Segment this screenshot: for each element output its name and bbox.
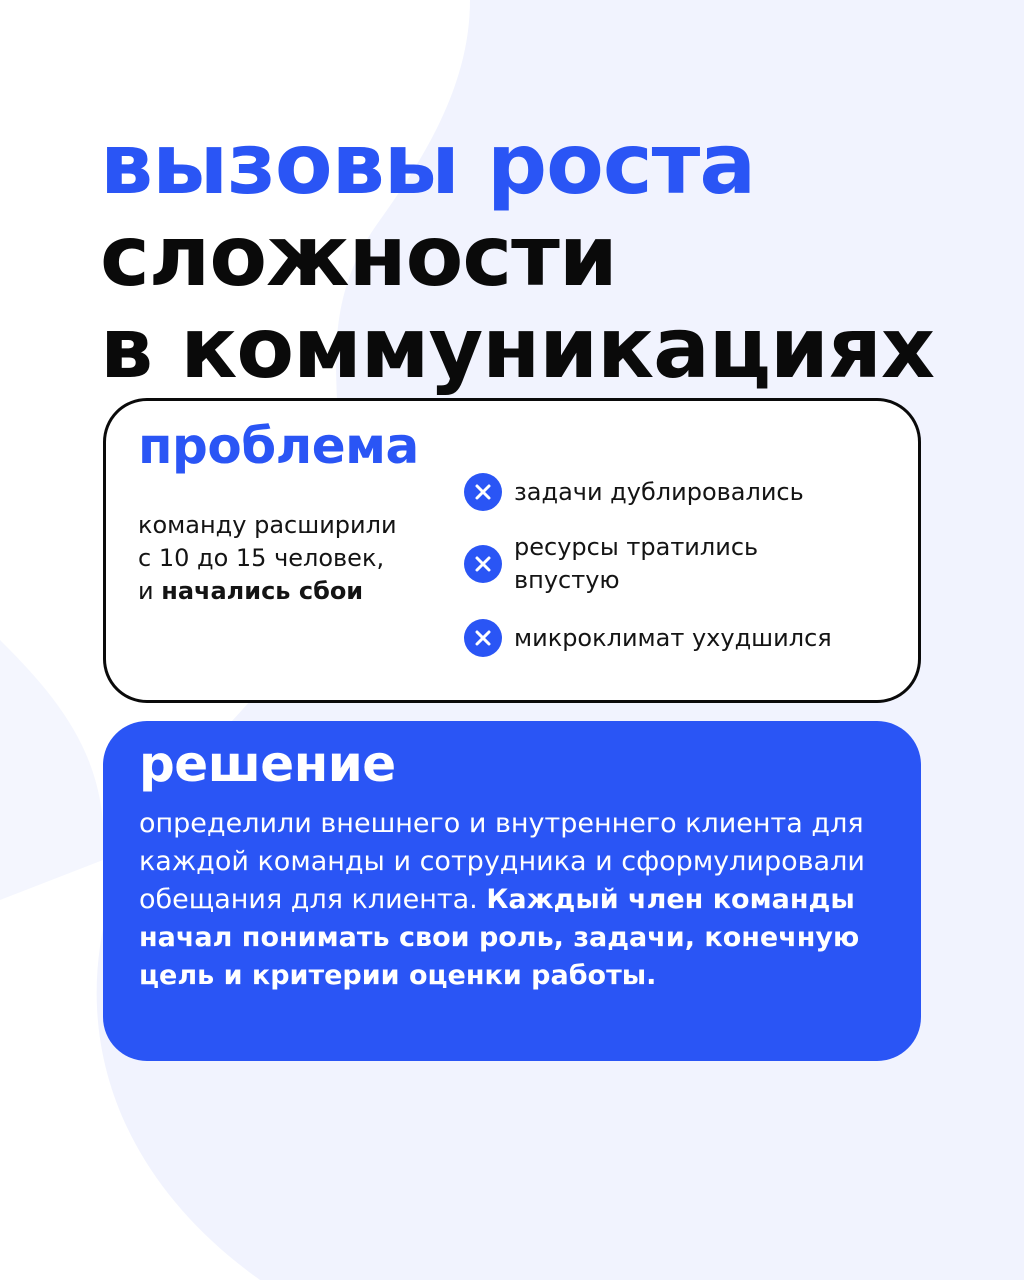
problem-text-line-3-prefix: и	[138, 577, 162, 605]
problem-item	[464, 531, 874, 597]
problem-item	[464, 619, 874, 657]
problem-item-label: микроклимат ухудшился	[514, 623, 832, 652]
problem-text-line-3-bold: начались сбои	[161, 577, 364, 605]
problem-title: проблема	[138, 417, 419, 475]
title-line-1: вызовы роста	[100, 115, 755, 213]
problem-list	[464, 473, 874, 677]
x-circle-icon	[464, 545, 502, 583]
x-circle-icon	[464, 473, 502, 511]
page-title	[100, 115, 935, 397]
solution-title: решение	[139, 735, 396, 793]
problem-description	[138, 509, 438, 608]
problem-text-line-2: с 10 до 15 человек,	[138, 544, 385, 572]
problem-item-label: ресурсы тратились впустую	[514, 533, 759, 594]
problem-card	[103, 398, 921, 703]
x-circle-icon	[464, 619, 502, 657]
problem-item-label: задачи дублировались	[514, 477, 804, 506]
problem-text-line-1: команду расширили	[138, 511, 397, 539]
title-line-3: в коммуникациях	[100, 299, 935, 397]
solution-text-bold: Каждый член команды начал понимать свои роль, задачи, конечную цель и критерии оценки работы.	[139, 884, 860, 991]
problem-item	[464, 473, 874, 511]
solution-text-regular: определили внешнего и внутреннего клиента для каждой команды и сотрудника и сформулировали обещания для клиента.	[139, 808, 865, 915]
solution-description	[139, 805, 899, 995]
solution-card	[103, 721, 921, 1061]
title-line-2: сложности	[100, 207, 617, 305]
